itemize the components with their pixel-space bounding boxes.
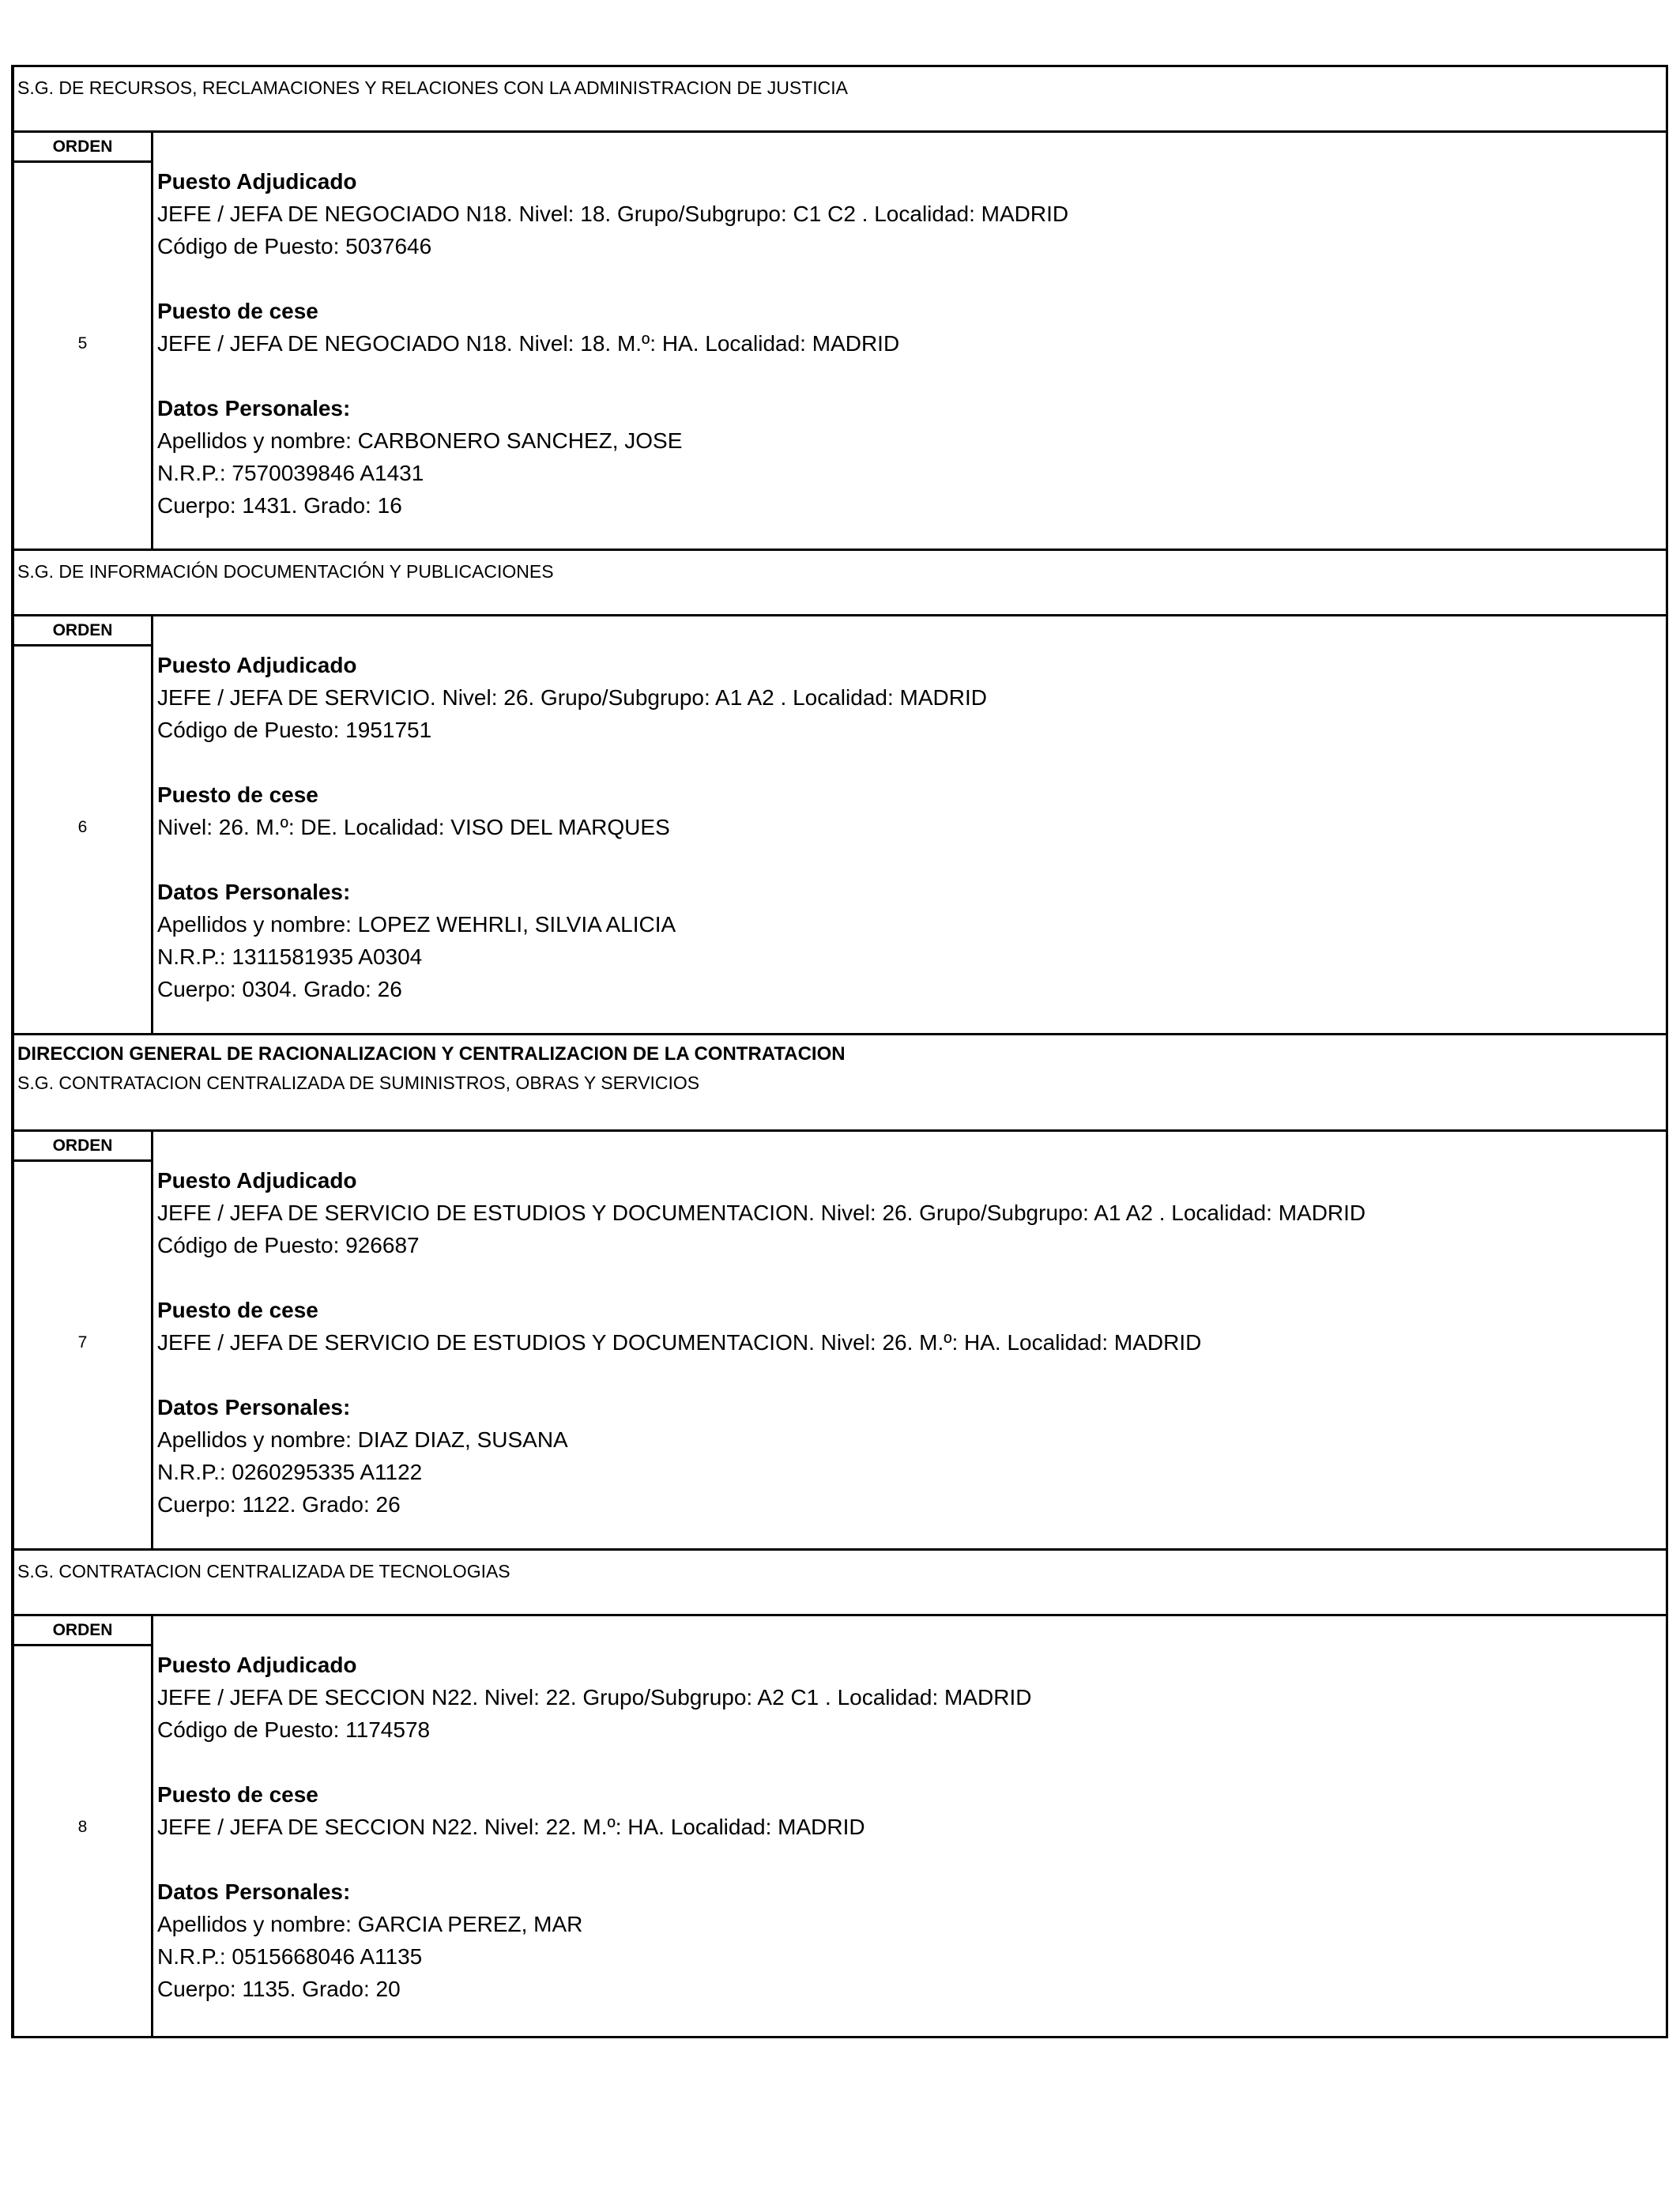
subdirectorate-title: S.G. CONTRATACION CENTRALIZADA DE SUMINISTROS, OBRAS Y SERVICIOS — [17, 1072, 700, 1093]
resolution-table — [11, 65, 1668, 2038]
orden-label: ORDEN — [14, 1132, 151, 1162]
puesto-adjudicado-text: JEFE / JEFA DE SERVICIO DE ESTUDIOS Y DOCUMENTACION. Nivel: 26. Grupo/Subgrupo: A1 A2 . Localidad: MADRID — [157, 1201, 1366, 1225]
orden-number: 8 — [77, 1818, 88, 1836]
puesto-adjudicado-label: Puesto Adjudicado — [157, 653, 357, 677]
codigo-puesto: Código de Puesto: 1174578 — [157, 1717, 431, 1742]
orden-number: 6 — [77, 818, 88, 836]
puesto-adjudicado-label: Puesto Adjudicado — [157, 1168, 357, 1193]
puesto-cese-label: Puesto de cese — [157, 782, 318, 807]
puesto-cese-text: Nivel: 26. M.º: DE. Localidad: VISO DEL MARQUES — [157, 815, 670, 839]
entry-details — [153, 133, 1068, 548]
assignment-entry — [14, 1616, 1666, 2036]
cuerpo-grado: Cuerpo: 1122. Grado: 26 — [157, 1492, 401, 1517]
puesto-adjudicado-label: Puesto Adjudicado — [157, 169, 357, 194]
puesto-cese-label: Puesto de cese — [157, 1782, 318, 1807]
entry-details — [153, 1132, 1365, 1548]
puesto-cese-text: JEFE / JEFA DE NEGOCIADO N18. Nivel: 18. M.º: HA. Localidad: MADRID — [157, 331, 900, 356]
orden-label: ORDEN — [14, 616, 151, 647]
directorate-title: DIRECCION GENERAL DE RACIONALIZACION Y CENTRALIZACION DE LA CONTRATACION — [17, 1043, 846, 1065]
subdirectorate-title: S.G. DE RECURSOS, RECLAMACIONES Y RELACIONES CON LA ADMINISTRACION DE JUSTICIA — [17, 77, 848, 98]
nrp: N.R.P.: 1311581935 A0304 — [157, 944, 423, 969]
cuerpo-grado: Cuerpo: 1135. Grado: 20 — [157, 1977, 401, 2001]
nrp: N.R.P.: 0260295335 A1122 — [157, 1460, 423, 1484]
codigo-puesto: Código de Puesto: 5037646 — [157, 234, 432, 258]
orden-column — [14, 1132, 153, 1548]
orden-column — [14, 1616, 153, 2036]
entry-details — [153, 616, 987, 1033]
section-header — [14, 1035, 1666, 1132]
subdirectorate-title: S.G. CONTRATACION CENTRALIZADA DE TECNOLOGIAS — [17, 1561, 510, 1581]
nrp: N.R.P.: 0515668046 A1135 — [157, 1944, 423, 1969]
assignment-entry — [14, 1132, 1666, 1551]
puesto-adjudicado-text: JEFE / JEFA DE NEGOCIADO N18. Nivel: 18. Grupo/Subgrupo: C1 C2 . Localidad: MADRID — [157, 202, 1069, 226]
apellidos-nombre: Apellidos y nombre: CARBONERO SANCHEZ, JOSE — [157, 428, 683, 453]
orden-number: 7 — [77, 1333, 88, 1351]
puesto-cese-text: JEFE / JEFA DE SECCION N22. Nivel: 22. M.º: HA. Localidad: MADRID — [157, 1815, 865, 1839]
puesto-cese-text: JEFE / JEFA DE SERVICIO DE ESTUDIOS Y DOCUMENTACION. Nivel: 26. M.º: HA. Localidad: MADRID — [157, 1330, 1202, 1355]
orden-column — [14, 616, 153, 1033]
codigo-puesto: Código de Puesto: 1951751 — [157, 718, 432, 742]
section-header — [14, 1551, 1666, 1616]
datos-personales-label: Datos Personales: — [157, 1395, 351, 1419]
orden-number: 5 — [77, 334, 88, 352]
puesto-adjudicado-text: JEFE / JEFA DE SECCION N22. Nivel: 22. Grupo/Subgrupo: A2 C1 . Localidad: MADRID — [157, 1685, 1032, 1710]
orden-label: ORDEN — [14, 1616, 151, 1646]
codigo-puesto: Código de Puesto: 926687 — [157, 1233, 420, 1257]
assignment-entry — [14, 133, 1666, 551]
entry-details — [153, 1616, 1031, 2036]
apellidos-nombre: Apellidos y nombre: DIAZ DIAZ, SUSANA — [157, 1427, 568, 1452]
subdirectorate-title: S.G. DE INFORMACIÓN DOCUMENTACIÓN Y PUBLICACIONES — [17, 561, 554, 582]
puesto-adjudicado-label: Puesto Adjudicado — [157, 1653, 357, 1677]
datos-personales-label: Datos Personales: — [157, 1879, 351, 1904]
assignment-entry — [14, 616, 1666, 1035]
apellidos-nombre: Apellidos y nombre: GARCIA PEREZ, MAR — [157, 1912, 583, 1936]
cuerpo-grado: Cuerpo: 1431. Grado: 16 — [157, 493, 402, 518]
apellidos-nombre: Apellidos y nombre: LOPEZ WEHRLI, SILVIA ALICIA — [157, 912, 676, 937]
puesto-cese-label: Puesto de cese — [157, 1298, 318, 1322]
nrp: N.R.P.: 7570039846 A1431 — [157, 461, 424, 485]
section-header — [14, 67, 1666, 133]
datos-personales-label: Datos Personales: — [157, 880, 351, 904]
cuerpo-grado: Cuerpo: 0304. Grado: 26 — [157, 977, 402, 1001]
orden-column — [14, 133, 153, 548]
section-header — [14, 551, 1666, 616]
orden-label: ORDEN — [14, 133, 151, 163]
datos-personales-label: Datos Personales: — [157, 396, 351, 420]
puesto-adjudicado-text: JEFE / JEFA DE SERVICIO. Nivel: 26. Grupo/Subgrupo: A1 A2 . Localidad: MADRID — [157, 685, 987, 710]
puesto-cese-label: Puesto de cese — [157, 299, 318, 323]
